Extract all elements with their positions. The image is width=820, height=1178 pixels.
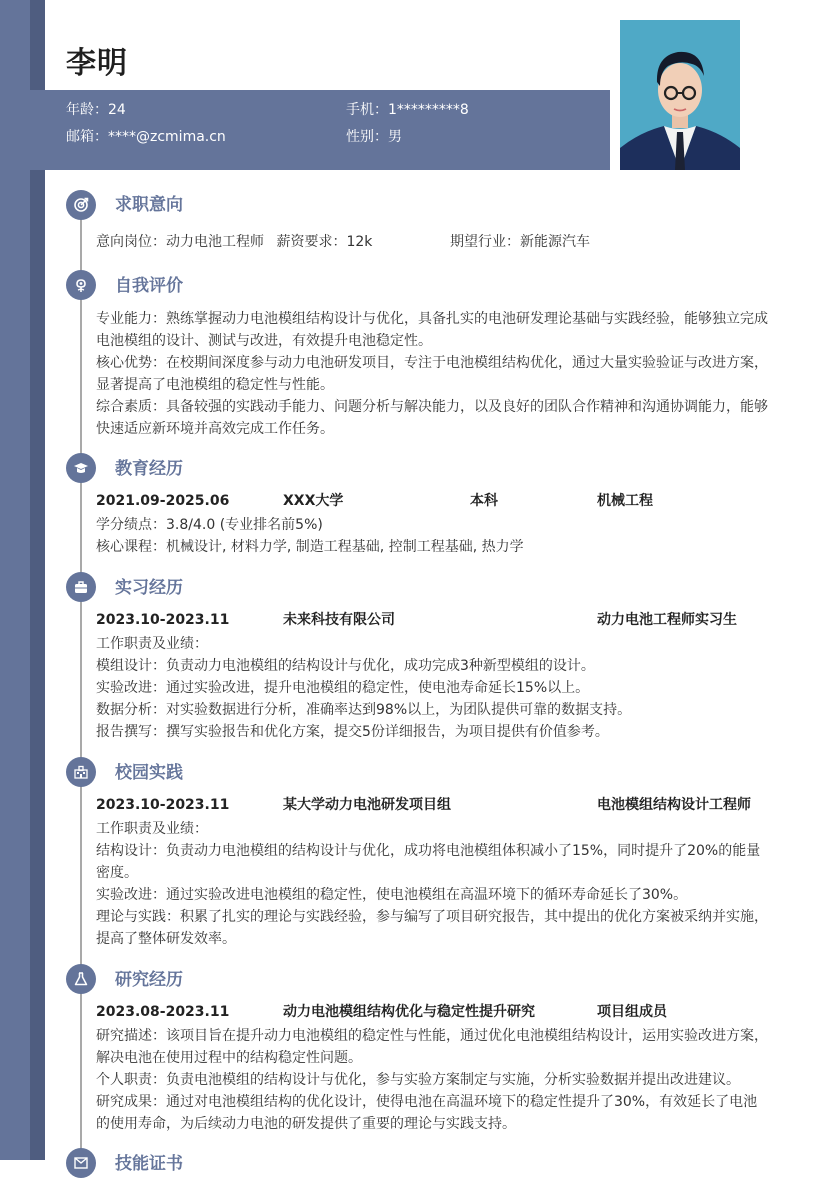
flask-icon bbox=[66, 964, 96, 994]
internship-header-row bbox=[96, 609, 768, 631]
info-age: 年龄：24 bbox=[66, 102, 126, 118]
campus-date: 2023.10-2023.11 bbox=[96, 797, 230, 813]
campus-org: 某大学动力电池研发项目组 bbox=[283, 797, 451, 813]
briefcase-icon bbox=[66, 572, 96, 602]
research-line: 个人职责：负责电池模组的结构设计与优化，参与实验方案制定与实施，分析实验数据并提出改进建议。 bbox=[96, 1072, 740, 1088]
graduation-cap-icon bbox=[66, 453, 96, 483]
section-title-internship: 实习经历 bbox=[115, 578, 183, 598]
intent-industry: 期望行业：新能源汽车 bbox=[450, 234, 590, 250]
campus-line: 实验改进：通过实验改进电池模组的稳定性，使电池模组在高温环境下的循环寿命延长了30%。 bbox=[96, 887, 688, 903]
section-title-intent: 求职意向 bbox=[115, 195, 183, 215]
info-gender: 性别：男 bbox=[346, 129, 402, 145]
research-project: 动力电池模组结构优化与稳定性提升研究 bbox=[283, 1004, 535, 1020]
education-school: XXX大学 bbox=[283, 493, 344, 509]
section-title-research: 研究经历 bbox=[115, 970, 183, 990]
internship-company: 未来科技有限公司 bbox=[283, 612, 395, 628]
research-header-row bbox=[96, 1001, 768, 1023]
section-title-campus: 校园实践 bbox=[115, 763, 183, 783]
section-title-education: 教育经历 bbox=[115, 459, 183, 479]
campus-line: 结构设计：负责动力电池模组的结构设计与优化，成功将电池模组体积减小了15%，同时提升了20%的能量密度。 bbox=[96, 843, 761, 881]
campus-line: 理论与实践：积累了扎实的理论与实践经验，参与编写了项目研究报告，其中提出的优化方案被采纳并实施，提高了整体研发效率。 bbox=[96, 909, 768, 947]
self-eval-paragraph: 综合素质：具备较强的实践动手能力、问题分析与解决能力，以及良好的团队合作精神和沟通协调能力，能够快速适应新环境并高效完成工作任务。 bbox=[96, 399, 768, 437]
profile-photo bbox=[620, 20, 740, 170]
building-icon bbox=[66, 757, 96, 787]
internship-line: 实验改进：通过实验改进，提升电池模组的稳定性，使电池寿命延长15%以上。 bbox=[96, 680, 590, 696]
education-major: 机械工程 bbox=[597, 493, 653, 509]
section-title-skills: 技能证书 bbox=[115, 1154, 183, 1174]
internship-date: 2023.10-2023.11 bbox=[96, 612, 230, 628]
personal-info-band bbox=[30, 90, 610, 170]
timeline-line bbox=[80, 205, 82, 1160]
campus-header-row bbox=[96, 794, 768, 816]
candidate-name: 李明 bbox=[66, 46, 128, 81]
research-line: 研究描述：该项目旨在提升动力电池模组的稳定性与性能，通过优化电池模组结构设计，运用实验改进方案，解决电池在使用过程中的结构稳定性问题。 bbox=[96, 1028, 768, 1066]
education-line: 核心课程：机械设计, 材料力学, 制造工程基础, 控制工程基础, 热力学 bbox=[96, 539, 524, 555]
left-accent-strip bbox=[30, 0, 45, 1160]
education-line: 学分绩点：3.8/4.0 (专业排名前5%) bbox=[96, 517, 323, 533]
target-icon bbox=[66, 190, 96, 220]
info-phone: 手机：1*********8 bbox=[346, 102, 469, 118]
internship-line: 模组设计：负责动力电池模组的结构设计与优化，成功完成3种新型模组的设计。 bbox=[96, 658, 595, 674]
research-line: 研究成果：通过对电池模组结构的优化设计，使得电池在高温环境下的稳定性提升了30%，有效延长了电池的使用寿命，为后续动力电池的研发提供了重要的理论与实践支持。 bbox=[96, 1094, 758, 1132]
internship-role: 动力电池工程师实习生 bbox=[597, 612, 737, 628]
intent-salary: 薪资要求：12k bbox=[276, 234, 373, 250]
left-accent-band bbox=[0, 0, 30, 1160]
section-title-self-eval: 自我评价 bbox=[115, 276, 183, 296]
intent-row bbox=[96, 231, 768, 253]
campus-role: 电池模组结构设计工程师 bbox=[597, 797, 751, 813]
education-degree: 本科 bbox=[470, 493, 498, 509]
research-date: 2023.08-2023.11 bbox=[96, 1004, 230, 1020]
internship-line: 工作职责及业绩： bbox=[96, 636, 208, 652]
certificate-icon bbox=[66, 1148, 96, 1178]
internship-line: 报告撰写：撰写实验报告和优化方案，提交5份详细报告，为项目提供有价值参考。 bbox=[96, 724, 609, 740]
flower-icon bbox=[66, 270, 96, 300]
intent-position: 意向岗位：动力电池工程师 bbox=[96, 234, 264, 250]
info-email: 邮箱：****@zcmima.cn bbox=[66, 129, 226, 145]
campus-line: 工作职责及业绩： bbox=[96, 821, 208, 837]
self-eval-paragraph: 专业能力：熟练掌握动力电池模组结构设计与优化，具备扎实的电池研发理论基础与实践经验，能够独立完成电池模组的设计、测试与改进，有效提升电池稳定性。 bbox=[96, 311, 768, 349]
education-header-row bbox=[96, 490, 768, 512]
research-role: 项目组成员 bbox=[597, 1004, 667, 1020]
internship-line: 数据分析：对实验数据进行分析，准确率达到98%以上，为团队提供可靠的数据支持。 bbox=[96, 702, 632, 718]
self-eval-paragraph: 核心优势：在校期间深度参与动力电池研发项目，专注于电池模组结构优化，通过大量实验验证与改进方案，显著提高了电池模组的稳定性与性能。 bbox=[96, 355, 768, 393]
education-date: 2021.09-2025.06 bbox=[96, 493, 230, 509]
